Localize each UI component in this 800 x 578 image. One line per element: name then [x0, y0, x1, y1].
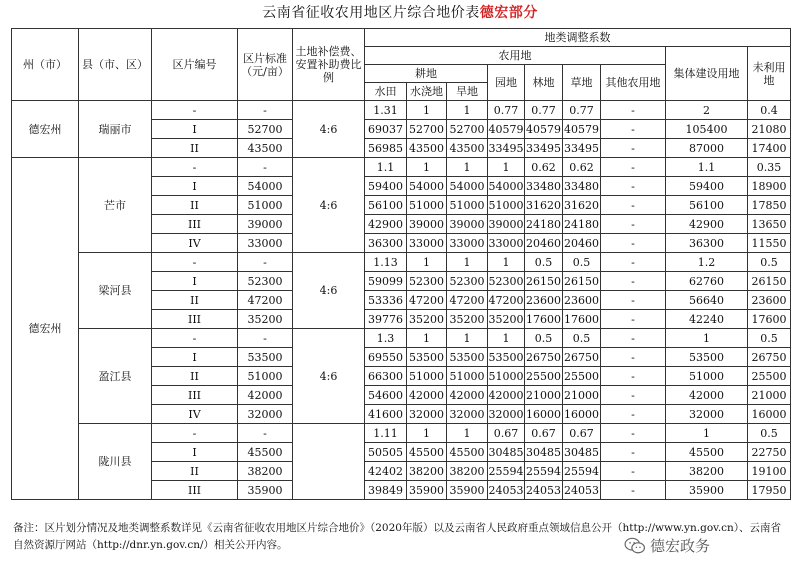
table-cell: 45500	[407, 443, 447, 462]
table-cell: 1	[447, 329, 488, 348]
header-dry: 旱地	[447, 83, 488, 101]
table-cell: 36300	[666, 234, 748, 253]
table-cell: 39776	[365, 310, 407, 329]
table-cell: -	[152, 101, 238, 120]
table-cell: 40579	[563, 120, 601, 139]
table-cell: 30485	[488, 443, 525, 462]
table-cell: I	[152, 272, 238, 291]
table-cell: 24180	[525, 215, 563, 234]
table-cell: 23600	[525, 291, 563, 310]
table-header	[12, 29, 791, 101]
table-cell: 51000	[488, 196, 525, 215]
table-cell: II	[152, 196, 238, 215]
table-cell: 35200	[407, 310, 447, 329]
table-cell: -	[152, 158, 238, 177]
table-cell: 0.5	[748, 329, 791, 348]
table-cell: 1	[407, 101, 447, 120]
table-cell: 33480	[563, 177, 601, 196]
table-cell: II	[152, 462, 238, 481]
table-cell: 1	[447, 253, 488, 272]
table-cell: 1.31	[365, 101, 407, 120]
table-cell: III	[152, 310, 238, 329]
table-cell: -	[601, 158, 666, 177]
table-cell: -	[601, 424, 666, 443]
table-cell: 25594	[563, 462, 601, 481]
table-cell: -	[601, 101, 666, 120]
table-cell: 51000	[238, 367, 293, 386]
table-cell: 45500	[447, 443, 488, 462]
table-cell: 1.1	[365, 158, 407, 177]
table-cell: 1	[666, 329, 748, 348]
table-cell: 1	[488, 158, 525, 177]
header-unused: 未利用地	[748, 47, 791, 101]
table-cell: 66300	[365, 367, 407, 386]
table-cell: I	[152, 177, 238, 196]
table-cell: 38200	[666, 462, 748, 481]
header-forest: 林地	[525, 65, 563, 101]
table-cell: 56100	[365, 196, 407, 215]
table-row	[12, 329, 791, 348]
table-cell: 17600	[748, 310, 791, 329]
table-cell: 26750	[563, 348, 601, 367]
table-cell: 54000	[238, 177, 293, 196]
county-cell: 梁河县	[79, 253, 152, 329]
table-cell: 0.62	[525, 158, 563, 177]
table-cell: 42900	[666, 215, 748, 234]
table-cell: 33000	[238, 234, 293, 253]
ratio-cell: 4:6	[293, 101, 365, 158]
table-cell: II	[152, 139, 238, 158]
table-cell: 1	[488, 253, 525, 272]
prefecture-cell: 德宏州	[12, 158, 79, 500]
table-cell: 11550	[748, 234, 791, 253]
table-cell: -	[601, 272, 666, 291]
ratio-cell: 4:6	[293, 253, 365, 329]
table-cell: III	[152, 386, 238, 405]
table-cell: II	[152, 367, 238, 386]
table-cell: III	[152, 215, 238, 234]
table-cell: 17600	[563, 310, 601, 329]
table-cell: 59400	[365, 177, 407, 196]
table-cell: 40579	[488, 120, 525, 139]
table-cell: 0.77	[525, 101, 563, 120]
table-cell: 32000	[488, 405, 525, 424]
header-zone-no: 区片编号	[152, 29, 238, 101]
header-irrigated: 水浇地	[407, 83, 447, 101]
table-cell: 51000	[407, 196, 447, 215]
table-cell: -	[601, 234, 666, 253]
table-cell: 87000	[666, 139, 748, 158]
land-price-table	[11, 28, 791, 500]
table-cell: 16000	[525, 405, 563, 424]
table-cell: 53500	[238, 348, 293, 367]
table-cell: 18900	[748, 177, 791, 196]
table-cell: 53500	[407, 348, 447, 367]
table-cell: 16000	[748, 405, 791, 424]
table-cell: 0.5	[563, 253, 601, 272]
table-cell: 51000	[407, 367, 447, 386]
table-cell: 42000	[447, 386, 488, 405]
table-cell: 62760	[666, 272, 748, 291]
title-accent: 德宏部分	[479, 5, 538, 21]
table-cell: 38200	[447, 462, 488, 481]
table-cell: 1	[407, 329, 447, 348]
table-cell: 1	[407, 424, 447, 443]
table-cell: 17400	[748, 139, 791, 158]
table-cell: 17600	[525, 310, 563, 329]
table-cell: 1	[407, 158, 447, 177]
ratio-cell: 4:6	[293, 158, 365, 253]
table-cell: 39000	[447, 215, 488, 234]
table-cell: -	[238, 253, 293, 272]
table-cell: 1	[447, 101, 488, 120]
table-cell: 50505	[365, 443, 407, 462]
ratio-cell: 4:6	[293, 329, 365, 424]
table-cell: -	[238, 158, 293, 177]
table-cell: 105400	[666, 120, 748, 139]
table-cell: 39000	[238, 215, 293, 234]
table-cell: 1.2	[666, 253, 748, 272]
table-cell: 54600	[365, 386, 407, 405]
table-cell: 0.5	[748, 424, 791, 443]
header-garden: 园地	[488, 65, 525, 101]
table-cell: -	[601, 139, 666, 158]
table-cell: 33495	[488, 139, 525, 158]
table-cell: 0.5	[748, 253, 791, 272]
table-cell: -	[601, 386, 666, 405]
table-cell: -	[601, 253, 666, 272]
prefecture-cell: 德宏州	[12, 101, 79, 158]
table-cell: -	[601, 405, 666, 424]
table-cell: 20460	[525, 234, 563, 253]
table-cell: 30485	[563, 443, 601, 462]
table-cell: 32000	[666, 405, 748, 424]
table-cell: 25500	[748, 367, 791, 386]
table-cell: 42900	[365, 215, 407, 234]
table-cell: 53500	[488, 348, 525, 367]
table-cell: -	[601, 329, 666, 348]
table-cell: 21000	[748, 386, 791, 405]
table-cell: 56640	[666, 291, 748, 310]
table-row	[12, 253, 791, 272]
table-cell: -	[601, 177, 666, 196]
table-body	[12, 101, 791, 500]
table-cell: -	[601, 215, 666, 234]
table-cell: 2	[666, 101, 748, 120]
table-cell: 1	[488, 329, 525, 348]
table-cell: 42240	[666, 310, 748, 329]
table-cell: 32000	[447, 405, 488, 424]
table-cell: 0.5	[525, 329, 563, 348]
table-cell: 51000	[447, 196, 488, 215]
table-cell: 51000	[238, 196, 293, 215]
table-cell: 1.3	[365, 329, 407, 348]
table-cell: 13650	[748, 215, 791, 234]
table-cell: 69550	[365, 348, 407, 367]
table-cell: 0.62	[563, 158, 601, 177]
table-cell: 22750	[748, 443, 791, 462]
table-cell: 33495	[563, 139, 601, 158]
table-cell: 47200	[447, 291, 488, 310]
table-cell: 25500	[563, 367, 601, 386]
table-cell: 54000	[447, 177, 488, 196]
page-title	[0, 3, 800, 23]
table-cell: 32000	[238, 405, 293, 424]
table-cell: IV	[152, 234, 238, 253]
table-cell: -	[601, 462, 666, 481]
table-cell: 47200	[407, 291, 447, 310]
table-cell: 32000	[407, 405, 447, 424]
table-cell: 40579	[525, 120, 563, 139]
table-cell: 42000	[238, 386, 293, 405]
table-cell: 0.4	[748, 101, 791, 120]
table-row	[12, 101, 791, 120]
county-cell: 陇川县	[79, 424, 152, 500]
table-cell: 52300	[488, 272, 525, 291]
title-main: 云南省征收农用地区片综合地价表	[262, 5, 480, 21]
table-cell: 31620	[525, 196, 563, 215]
table-cell: 23600	[748, 291, 791, 310]
table-cell: -	[601, 120, 666, 139]
table-cell: 30485	[525, 443, 563, 462]
table-cell: 47200	[488, 291, 525, 310]
header-grass: 草地	[563, 65, 601, 101]
table-cell: 23600	[563, 291, 601, 310]
table-cell: 35900	[666, 481, 748, 500]
table-cell: 25594	[525, 462, 563, 481]
table-cell: 26150	[525, 272, 563, 291]
table-cell: II	[152, 291, 238, 310]
wechat-icon	[624, 537, 646, 555]
header-construction: 集体建设用地	[666, 47, 748, 101]
table-cell: 0.67	[563, 424, 601, 443]
table-cell: 26750	[525, 348, 563, 367]
table-cell: 0.77	[488, 101, 525, 120]
table-cell: 43500	[407, 139, 447, 158]
table-cell: 0.35	[748, 158, 791, 177]
table-cell: 53500	[666, 348, 748, 367]
table-cell: 33000	[488, 234, 525, 253]
table-cell: 17950	[748, 481, 791, 500]
table-cell: -	[238, 101, 293, 120]
table-cell: 0.77	[563, 101, 601, 120]
table-cell: -	[601, 291, 666, 310]
table-cell: 33000	[407, 234, 447, 253]
table-cell: 56100	[666, 196, 748, 215]
county-cell: 瑞丽市	[79, 101, 152, 158]
table-cell: -	[152, 424, 238, 443]
table-cell: -	[601, 367, 666, 386]
table-cell: 53336	[365, 291, 407, 310]
header-prefecture: 州（市）	[12, 29, 79, 101]
county-cell: 芒市	[79, 158, 152, 253]
table-cell: -	[238, 424, 293, 443]
header-adj: 地类调整系数	[365, 29, 791, 47]
table-cell: III	[152, 481, 238, 500]
table-cell: 42000	[488, 386, 525, 405]
table-cell: 52700	[447, 120, 488, 139]
table-cell: 21080	[748, 120, 791, 139]
table-cell: 1.1	[666, 158, 748, 177]
table-cell: 33000	[447, 234, 488, 253]
table-cell: 26750	[748, 348, 791, 367]
table-cell: I	[152, 120, 238, 139]
table-cell: 1	[407, 253, 447, 272]
table-cell: 31620	[563, 196, 601, 215]
footnote: 备注：区片划分情况及地类调整系数详见《云南省征收农用地区片综合地价》（2020年版）以及云南省人民政府重点领域信息公开（http://www.yn.gov.cn）、云南省自然资源厅网站（http://dnr.yn.gov.cn/）相关公开内容。	[13, 522, 782, 551]
table-cell: 25500	[525, 367, 563, 386]
table-cell: 24053	[488, 481, 525, 500]
table-cell: 0.5	[563, 329, 601, 348]
table-cell: 51000	[488, 367, 525, 386]
table-cell: 0.5	[525, 253, 563, 272]
table-cell: 52700	[407, 120, 447, 139]
county-cell: 盈江县	[79, 329, 152, 424]
table-cell: 39000	[407, 215, 447, 234]
table-row	[12, 424, 791, 443]
table-cell: 17850	[748, 196, 791, 215]
table-cell: 35900	[447, 481, 488, 500]
table-cell: 54000	[488, 177, 525, 196]
table-cell: 39000	[488, 215, 525, 234]
table-cell: -	[152, 253, 238, 272]
table-cell: 54000	[407, 177, 447, 196]
table-cell: 42000	[666, 386, 748, 405]
table-cell: 59099	[365, 272, 407, 291]
table-cell: 24053	[525, 481, 563, 500]
table-cell: 26150	[748, 272, 791, 291]
table-cell: 26150	[563, 272, 601, 291]
table-cell: 21000	[563, 386, 601, 405]
table-cell: 33480	[525, 177, 563, 196]
table-cell: 1	[447, 158, 488, 177]
table-cell: 45500	[238, 443, 293, 462]
table-cell: 52300	[407, 272, 447, 291]
header-agri: 农用地	[365, 47, 666, 65]
table-cell: 52300	[238, 272, 293, 291]
table-cell: 19100	[748, 462, 791, 481]
table-cell: -	[601, 443, 666, 462]
table-cell: 36300	[365, 234, 407, 253]
table-cell: I	[152, 348, 238, 367]
table-cell: 35200	[488, 310, 525, 329]
table-cell: 35200	[447, 310, 488, 329]
table-cell: 42000	[407, 386, 447, 405]
table-cell: -	[601, 348, 666, 367]
header-other-agri: 其他农用地	[601, 65, 666, 101]
table-cell: 24180	[563, 215, 601, 234]
table-cell: 52700	[238, 120, 293, 139]
table-cell: 35900	[407, 481, 447, 500]
table-cell: 16000	[563, 405, 601, 424]
ratio-cell	[293, 424, 365, 500]
table-cell: -	[601, 481, 666, 500]
table-cell: -	[238, 329, 293, 348]
table-row	[12, 158, 791, 177]
table-cell: 1.11	[365, 424, 407, 443]
header-arable: 耕地	[365, 65, 488, 83]
table-cell: IV	[152, 405, 238, 424]
table-cell: 0.67	[525, 424, 563, 443]
table-cell: 59400	[666, 177, 748, 196]
table-cell: 43500	[238, 139, 293, 158]
watermark	[624, 535, 710, 556]
table-cell: 38200	[238, 462, 293, 481]
table-cell: 56985	[365, 139, 407, 158]
table-cell: 47200	[238, 291, 293, 310]
table-cell: 35200	[238, 310, 293, 329]
table-cell: 53500	[447, 348, 488, 367]
table-cell: 51000	[666, 367, 748, 386]
table-cell: 45500	[666, 443, 748, 462]
table-cell: 38200	[407, 462, 447, 481]
header-paddy: 水田	[365, 83, 407, 101]
table-cell: 43500	[447, 139, 488, 158]
table-cell: 1.13	[365, 253, 407, 272]
table-cell: 52300	[447, 272, 488, 291]
table-cell: 25594	[488, 462, 525, 481]
table-cell: -	[601, 196, 666, 215]
header-ratio: 土地补偿费、安置补助费比例	[293, 29, 365, 101]
table-cell: 1	[666, 424, 748, 443]
table-cell: 42402	[365, 462, 407, 481]
table-cell: -	[601, 310, 666, 329]
table-cell: 51000	[447, 367, 488, 386]
header-standard: 区片标准（元/亩）	[238, 29, 293, 101]
table-cell: 35900	[238, 481, 293, 500]
table-cell: 24053	[563, 481, 601, 500]
table-cell: I	[152, 443, 238, 462]
table-cell: 20460	[563, 234, 601, 253]
watermark-text: 德宏政务	[650, 537, 711, 555]
table-cell: 69037	[365, 120, 407, 139]
table-cell: 39849	[365, 481, 407, 500]
table-cell: 41600	[365, 405, 407, 424]
table-cell: 0.67	[488, 424, 525, 443]
table-cell: 1	[447, 424, 488, 443]
table-cell: 33495	[525, 139, 563, 158]
header-county: 县（市、区）	[79, 29, 152, 101]
table-cell: 21000	[525, 386, 563, 405]
table-cell: -	[152, 329, 238, 348]
